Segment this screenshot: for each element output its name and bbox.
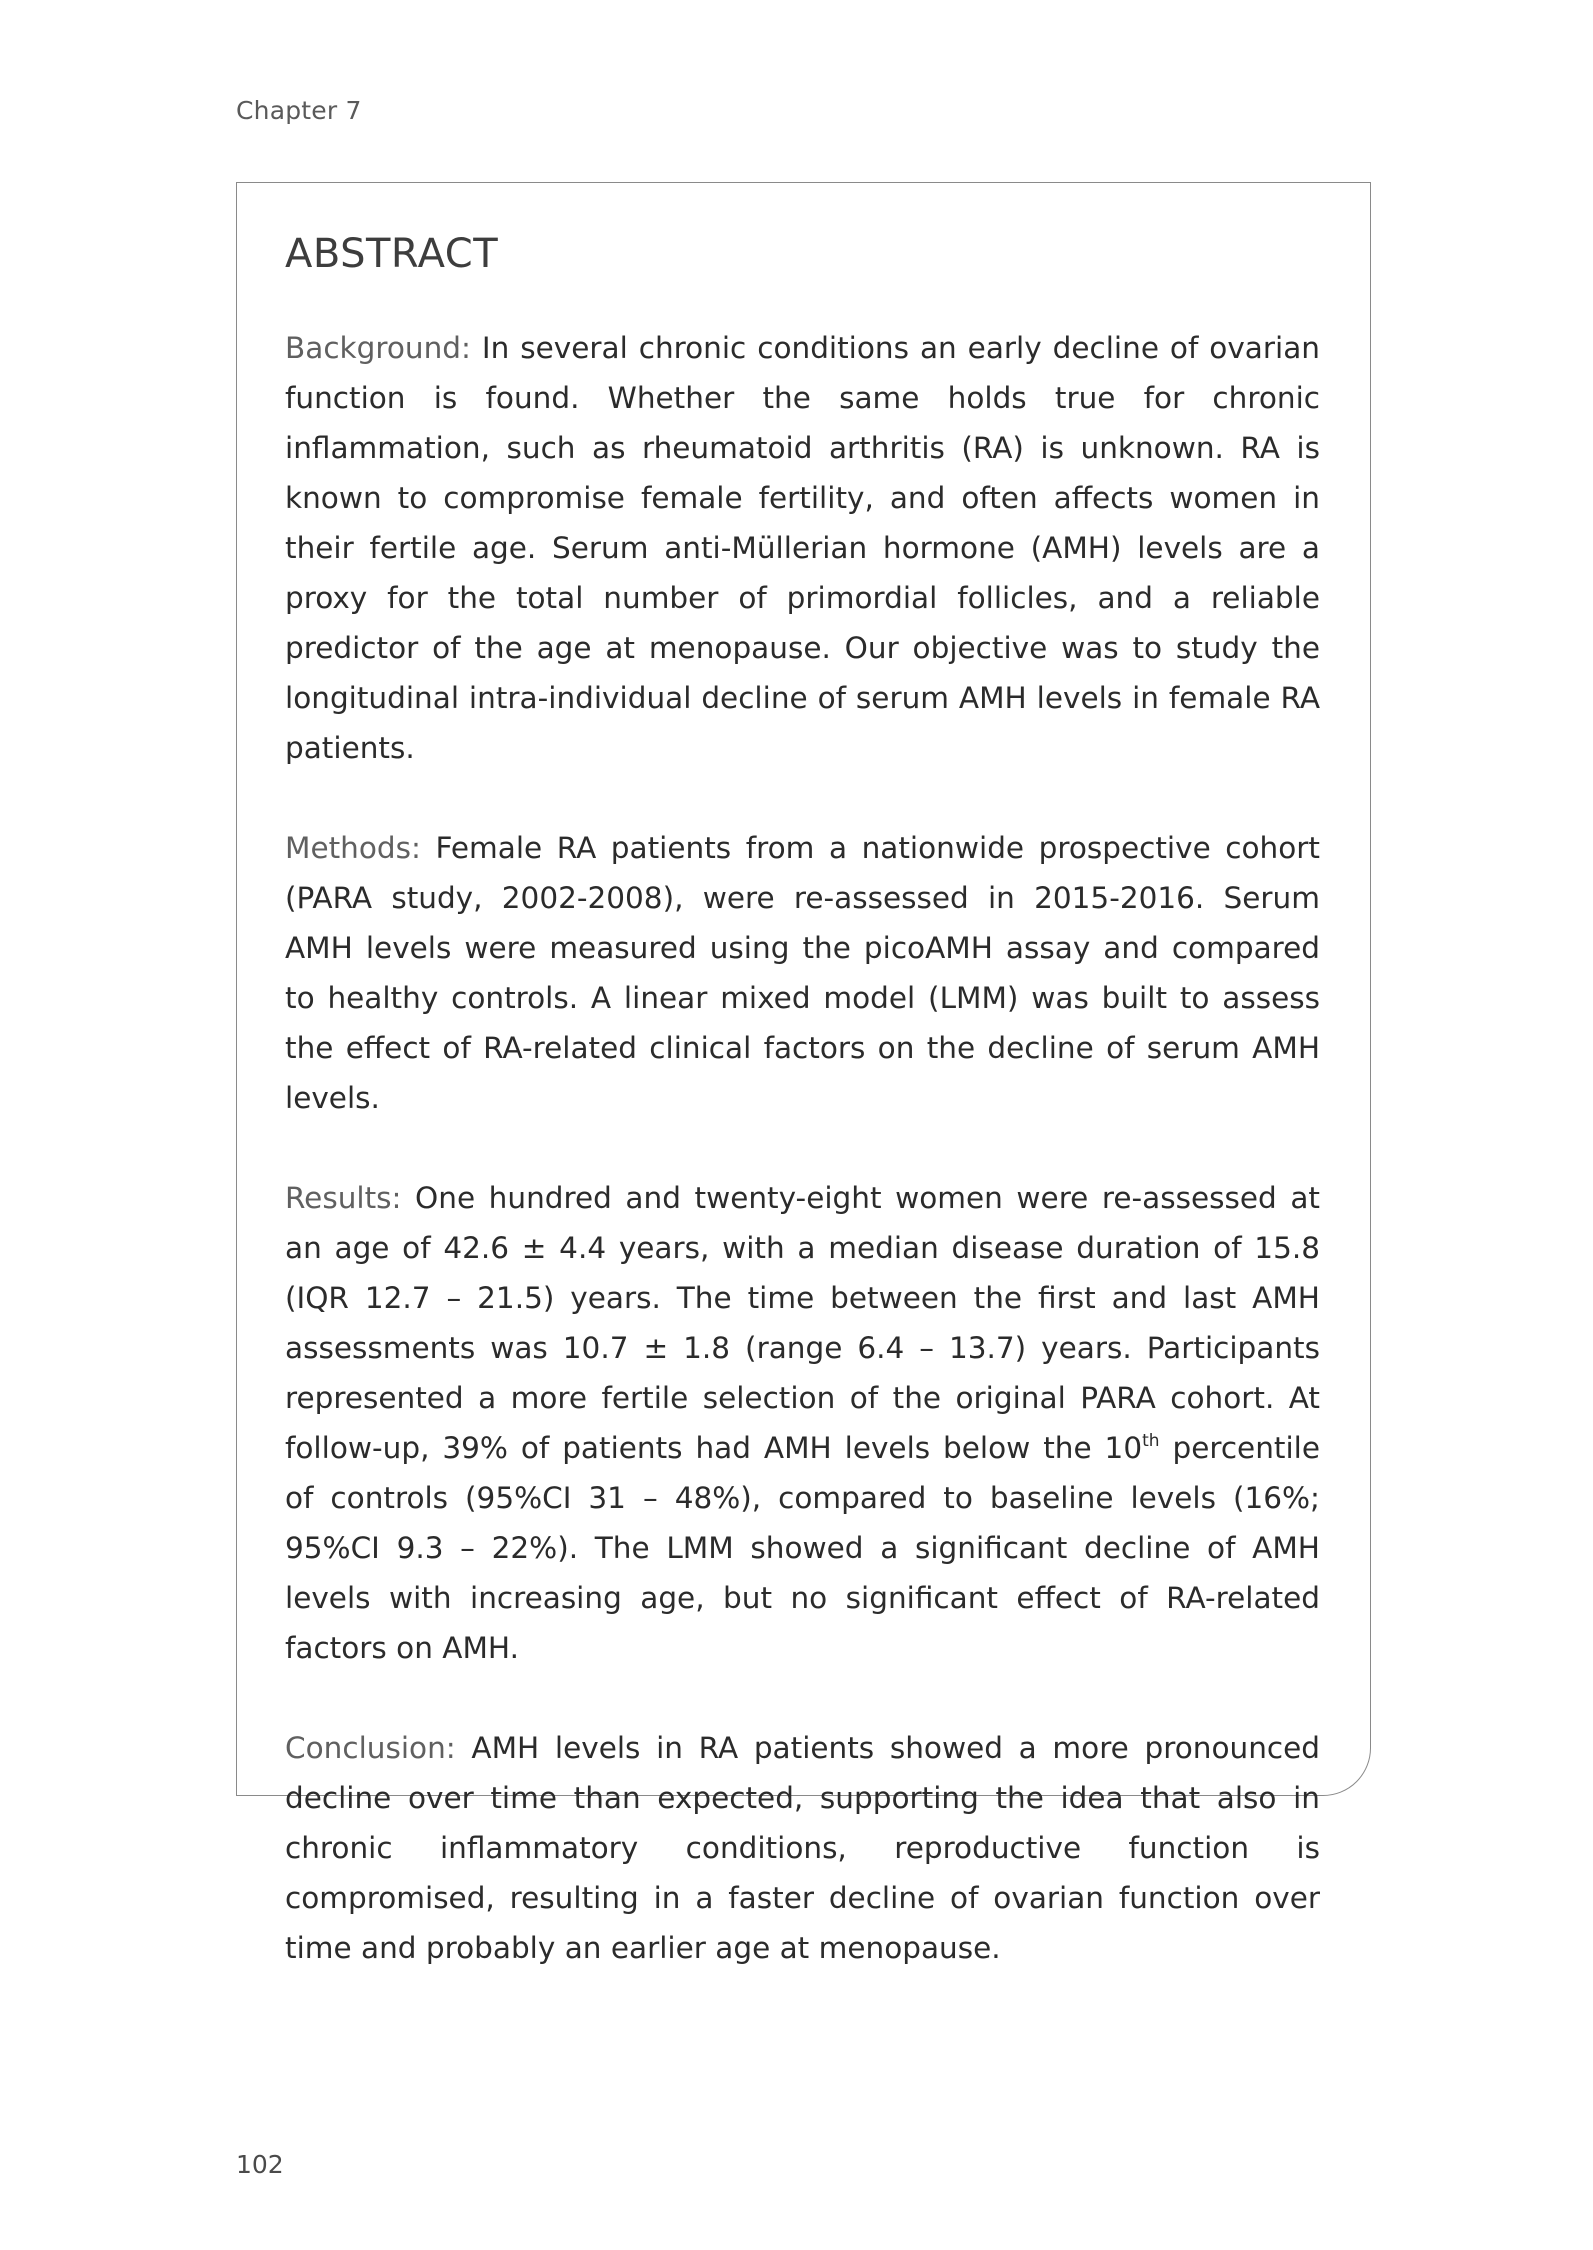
results-text-part-1: One hundred and twenty-eight women were re-assessed at an age of 42.6 ± 4.4 years, with a median disease duration of 15.8 (IQR 12.7 – 21.5) years. The time between the first and last AMH assessments was 10.7 ± 1.8 (range 6.4 – 13.7) years. Participants represented a more fertile selection of the original PARA cohort. At follow-up, 39% of patients had AMH levels below the 10 bbox=[285, 1181, 1320, 1465]
background-label: Background: bbox=[285, 331, 471, 365]
background-section bbox=[285, 323, 1320, 773]
abstract-title: ABSTRACT bbox=[285, 231, 499, 277]
results-label: Results: bbox=[285, 1181, 402, 1215]
background-text: In several chronic conditions an early decline of ovarian function is found. Whether the same holds true for chronic inflammation, such as rheumatoid arthritis (RA) is unknown. RA is known to compromise female fertility, and often affects women in their fertile age. Serum anti-Müllerian hormone (AMH) levels are a proxy for the total number of primordial follicles, and a reliable predictor of the age at menopause. Our objective was to study the longitudinal intra-individual decline of serum AMH levels in female RA patients. bbox=[285, 331, 1320, 765]
methods-text: Female RA patients from a nationwide prospective cohort (PARA study, 2002-2008), were re-assessed in 2015-2016. Serum AMH levels were measured using the picoAMH assay and compared to healthy controls. A linear mixed model (LMM) was built to assess the effect of RA-related clinical factors on the decline of serum AMH levels. bbox=[285, 831, 1320, 1115]
results-section bbox=[285, 1173, 1320, 1673]
results-superscript: th bbox=[1142, 1431, 1160, 1451]
conclusion-section bbox=[285, 1723, 1320, 1973]
methods-section bbox=[285, 823, 1320, 1123]
conclusion-label: Conclusion: bbox=[285, 1731, 456, 1765]
page-number: 102 bbox=[236, 2150, 284, 2179]
running-head: Chapter 7 bbox=[236, 96, 362, 125]
conclusion-text: AMH levels in RA patients showed a more pronounced decline over time than expected, supporting the idea that also in chronic inflammatory conditions, reproductive function is compromised, resulting in a faster decline of ovarian function over time and probably an earlier age at menopause. bbox=[285, 1731, 1320, 1965]
abstract-box bbox=[236, 182, 1371, 1965]
results-text-part-2: percentile of controls (95%CI 31 – 48%), compared to baseline levels (16%; 95%CI 9.3 – 22%). The LMM showed a significant decline of AMH levels with increasing age, but no significant effect of RA-related factors on AMH. bbox=[285, 1431, 1320, 1665]
methods-label: Methods: bbox=[285, 831, 421, 865]
